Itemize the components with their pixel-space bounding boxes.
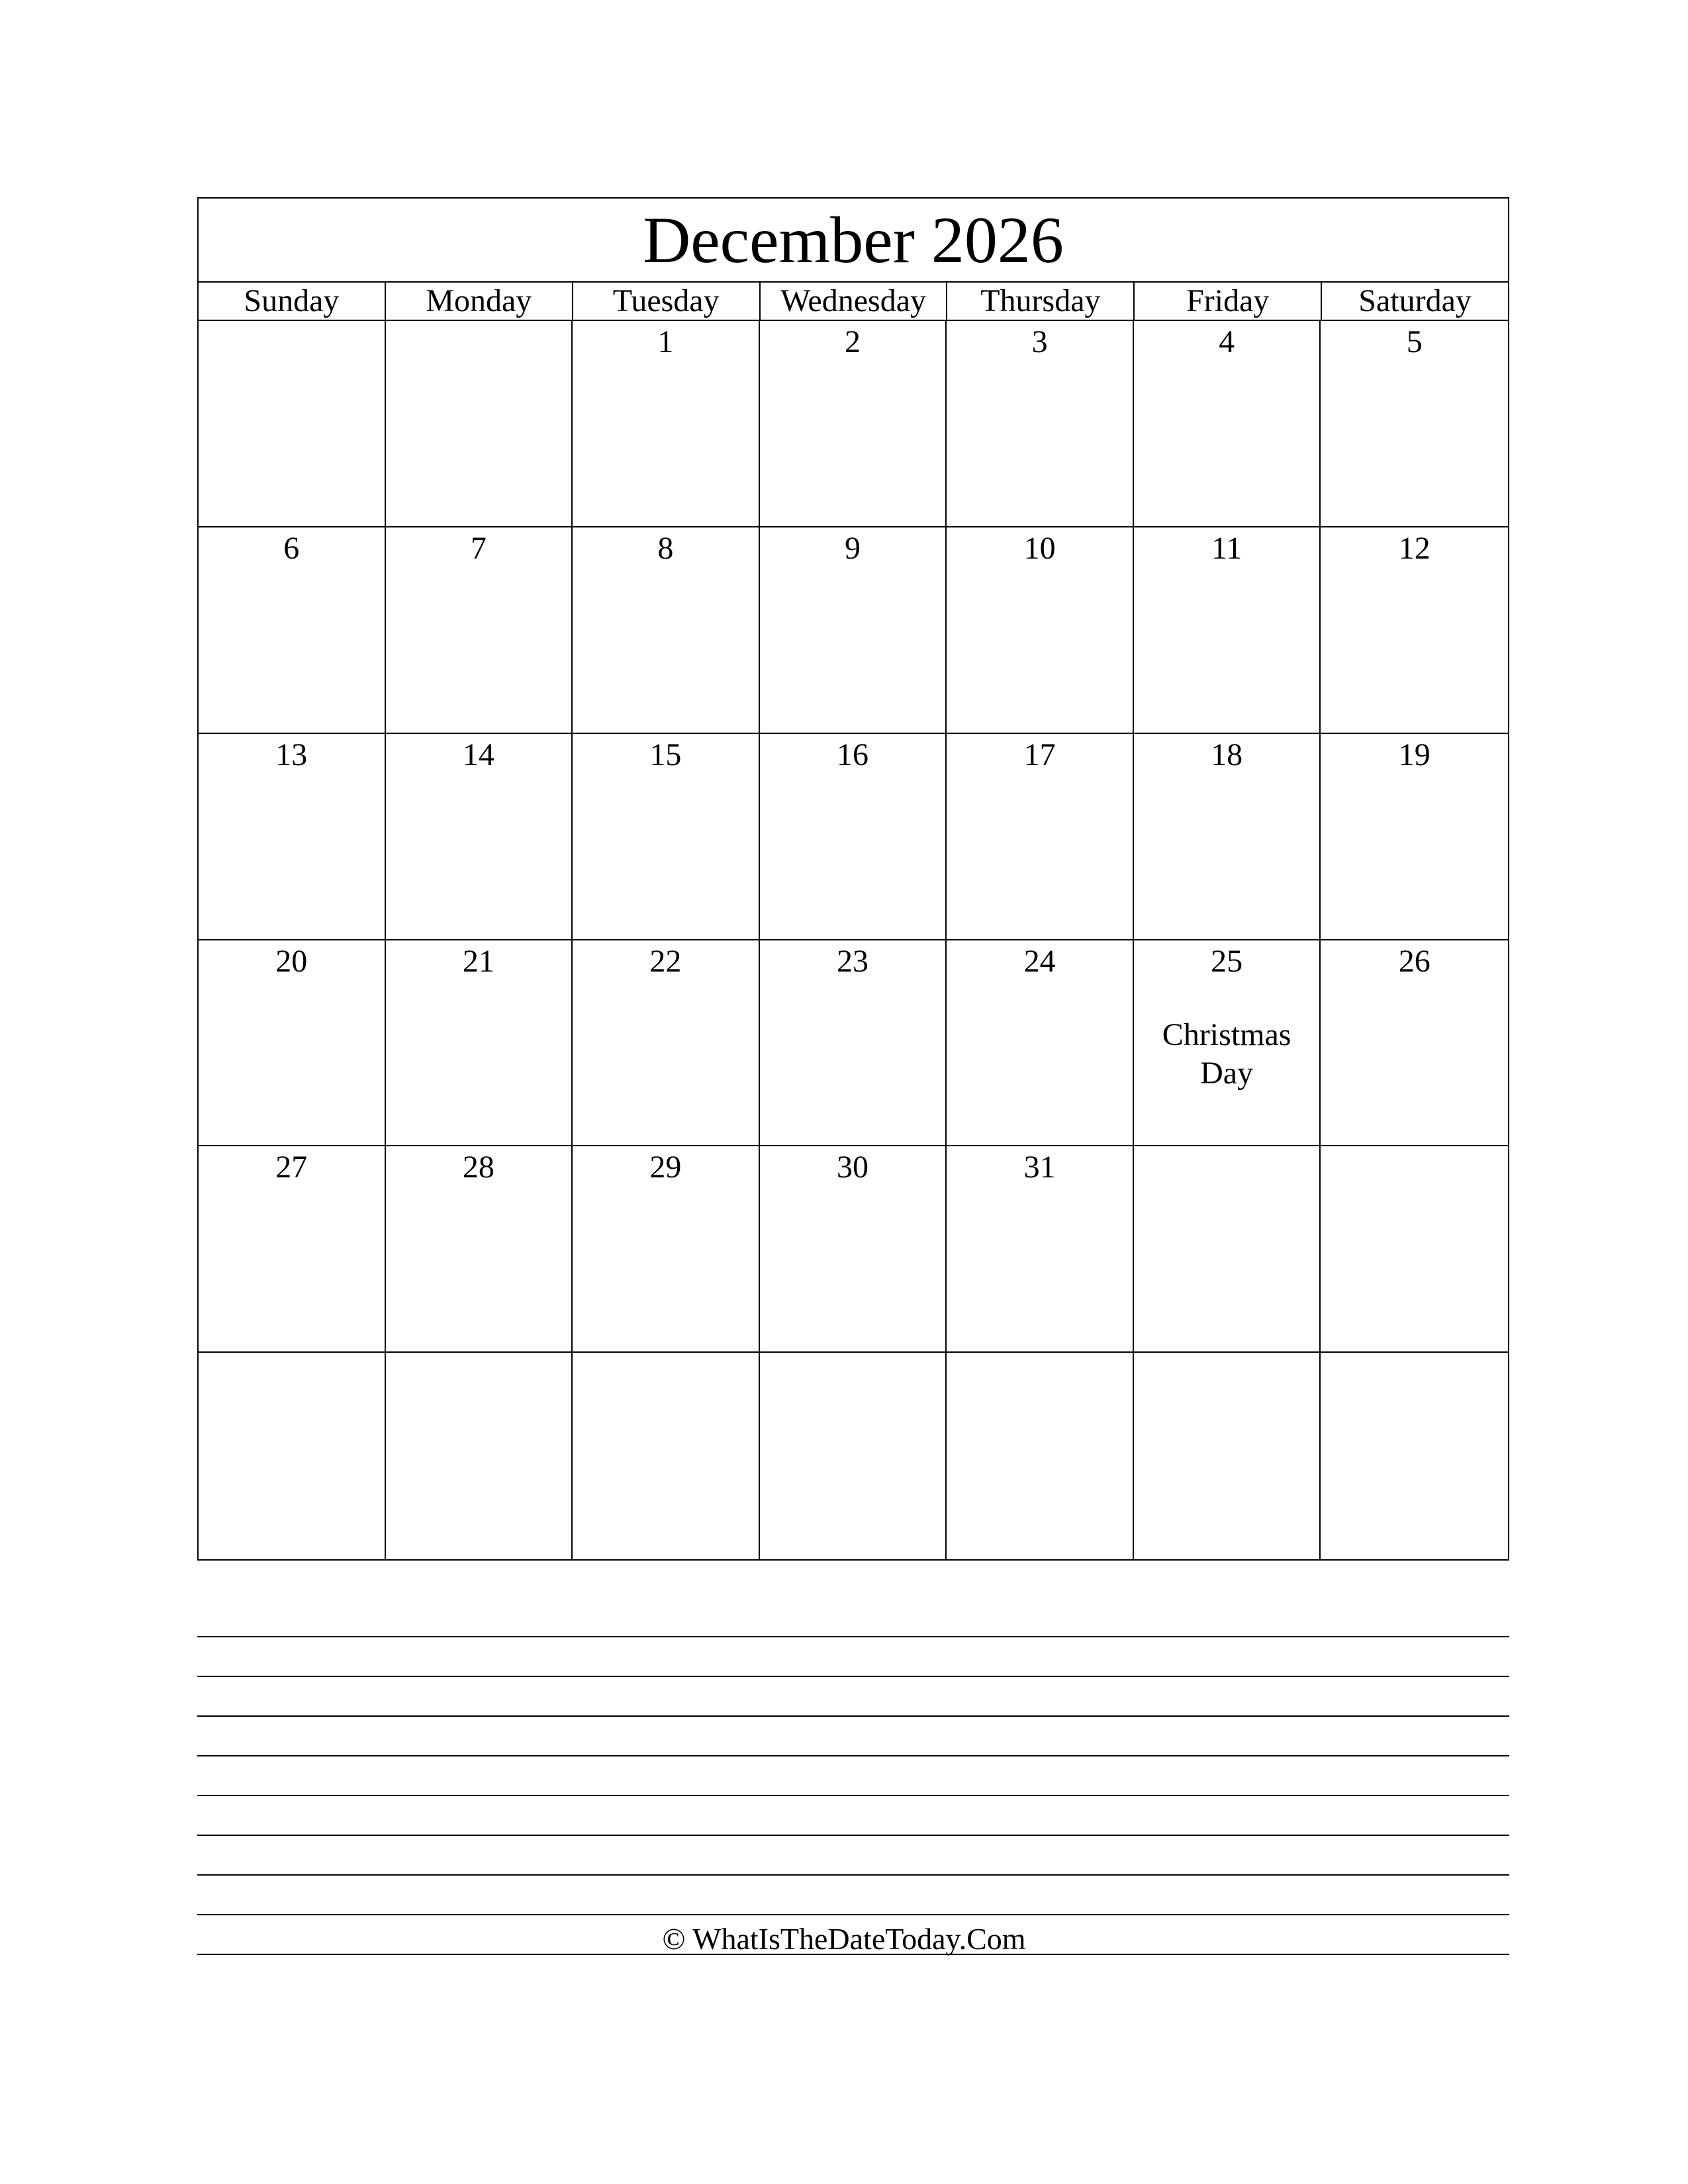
day-cell	[386, 1146, 573, 1353]
weekday-saturday: Saturday	[1358, 283, 1472, 318]
day-cell	[1134, 1146, 1321, 1353]
day-cell	[386, 940, 573, 1147]
day-number	[947, 1353, 1133, 1355]
day-number: 28	[462, 1150, 494, 1185]
day-number: 4	[1219, 324, 1235, 359]
copyright-footer: © WhatIsTheDateToday.Com	[662, 1922, 1026, 1956]
day-number: 26	[1398, 943, 1430, 979]
day-number: 1	[657, 324, 674, 359]
day-number: 21	[462, 943, 494, 979]
weekday-monday: Monday	[386, 283, 573, 320]
day-number: 17	[1023, 737, 1056, 772]
day-number	[199, 321, 385, 324]
day-cell	[1134, 1353, 1321, 1559]
day-cell	[760, 734, 947, 940]
day-number: 25	[1211, 943, 1243, 979]
day-number: 20	[275, 943, 308, 979]
day-cell	[947, 527, 1134, 734]
day-cell	[1134, 734, 1321, 940]
day-number: 16	[836, 737, 868, 772]
day-number: 22	[649, 943, 682, 979]
day-number: 19	[1398, 737, 1430, 772]
weekday-header-row	[199, 283, 1508, 321]
weekday-wednesday: Wednesday	[761, 283, 948, 320]
note-line	[197, 1637, 1509, 1677]
day-number: 14	[462, 737, 494, 772]
day-number	[1134, 1146, 1320, 1149]
day-number: 15	[649, 737, 682, 772]
day-cell	[386, 734, 573, 940]
day-number: 31	[1023, 1150, 1056, 1185]
day-cell	[760, 940, 947, 1147]
day-cell	[760, 1353, 947, 1559]
day-number: 7	[470, 530, 487, 566]
day-cell	[947, 734, 1134, 940]
day-number: 23	[836, 943, 868, 979]
day-number	[760, 1353, 946, 1355]
day-cell	[573, 1146, 760, 1353]
notes-lines	[197, 1598, 1509, 1955]
day-number	[1321, 1353, 1508, 1355]
day-cell	[386, 1353, 573, 1559]
day-cell	[199, 321, 386, 527]
day-cell	[199, 1146, 386, 1353]
day-number: 10	[1023, 530, 1056, 566]
day-number: 2	[844, 324, 861, 359]
day-cell	[1321, 1146, 1508, 1353]
day-number: 6	[283, 530, 300, 566]
note-line	[197, 1677, 1509, 1717]
note-line	[197, 1876, 1509, 1915]
day-number	[386, 321, 572, 324]
day-cell	[573, 321, 760, 527]
weekday-sunday: Sunday	[199, 283, 386, 320]
day-number	[1134, 1353, 1320, 1355]
day-number: 29	[649, 1150, 682, 1185]
day-cell	[760, 1146, 947, 1353]
day-cell	[947, 1146, 1134, 1353]
day-number: 5	[1406, 324, 1423, 359]
day-cell	[1321, 527, 1508, 734]
note-line	[197, 1836, 1509, 1876]
day-grid	[199, 321, 1508, 1559]
day-number: 11	[1211, 530, 1243, 566]
day-cell	[386, 527, 573, 734]
day-cell	[573, 1353, 760, 1559]
note-line	[197, 1796, 1509, 1836]
day-number: 18	[1211, 737, 1243, 772]
weekday-thursday: Thursday	[947, 283, 1135, 320]
weekday-tuesday: Tuesday	[573, 283, 761, 320]
day-cell	[199, 940, 386, 1147]
day-cell	[760, 527, 947, 734]
day-number: 12	[1398, 530, 1430, 566]
day-cell	[1321, 734, 1508, 940]
day-cell	[573, 527, 760, 734]
day-number	[573, 1353, 759, 1355]
day-cell	[947, 940, 1134, 1147]
holiday-label: Christmas Day	[1162, 1017, 1291, 1091]
day-cell	[947, 321, 1134, 527]
day-cell	[199, 527, 386, 734]
day-cell	[947, 1353, 1134, 1559]
page-title: December 2026	[199, 199, 1508, 283]
day-cell	[199, 1353, 386, 1559]
day-number: 30	[836, 1150, 868, 1185]
day-cell	[573, 734, 760, 940]
day-cell	[1321, 1353, 1508, 1559]
day-number: 24	[1023, 943, 1056, 979]
day-cell	[760, 321, 947, 527]
note-line	[197, 1756, 1509, 1796]
day-cell	[1134, 940, 1321, 1147]
day-number: 9	[844, 530, 861, 566]
day-cell	[1321, 321, 1508, 527]
day-number	[199, 1353, 385, 1355]
day-cell	[1321, 940, 1508, 1147]
day-number	[386, 1353, 572, 1355]
day-cell	[386, 321, 573, 527]
note-line	[197, 1598, 1509, 1637]
weekday-friday: Friday	[1135, 283, 1322, 320]
day-cell	[573, 940, 760, 1147]
day-cell	[1134, 527, 1321, 734]
day-number: 27	[275, 1150, 308, 1185]
day-number: 8	[657, 530, 674, 566]
calendar	[197, 197, 1509, 1561]
note-line	[197, 1717, 1509, 1756]
day-number: 13	[275, 737, 308, 772]
day-number: 3	[1031, 324, 1048, 359]
day-number	[1321, 1146, 1508, 1149]
day-cell	[1134, 321, 1321, 527]
day-cell	[199, 734, 386, 940]
